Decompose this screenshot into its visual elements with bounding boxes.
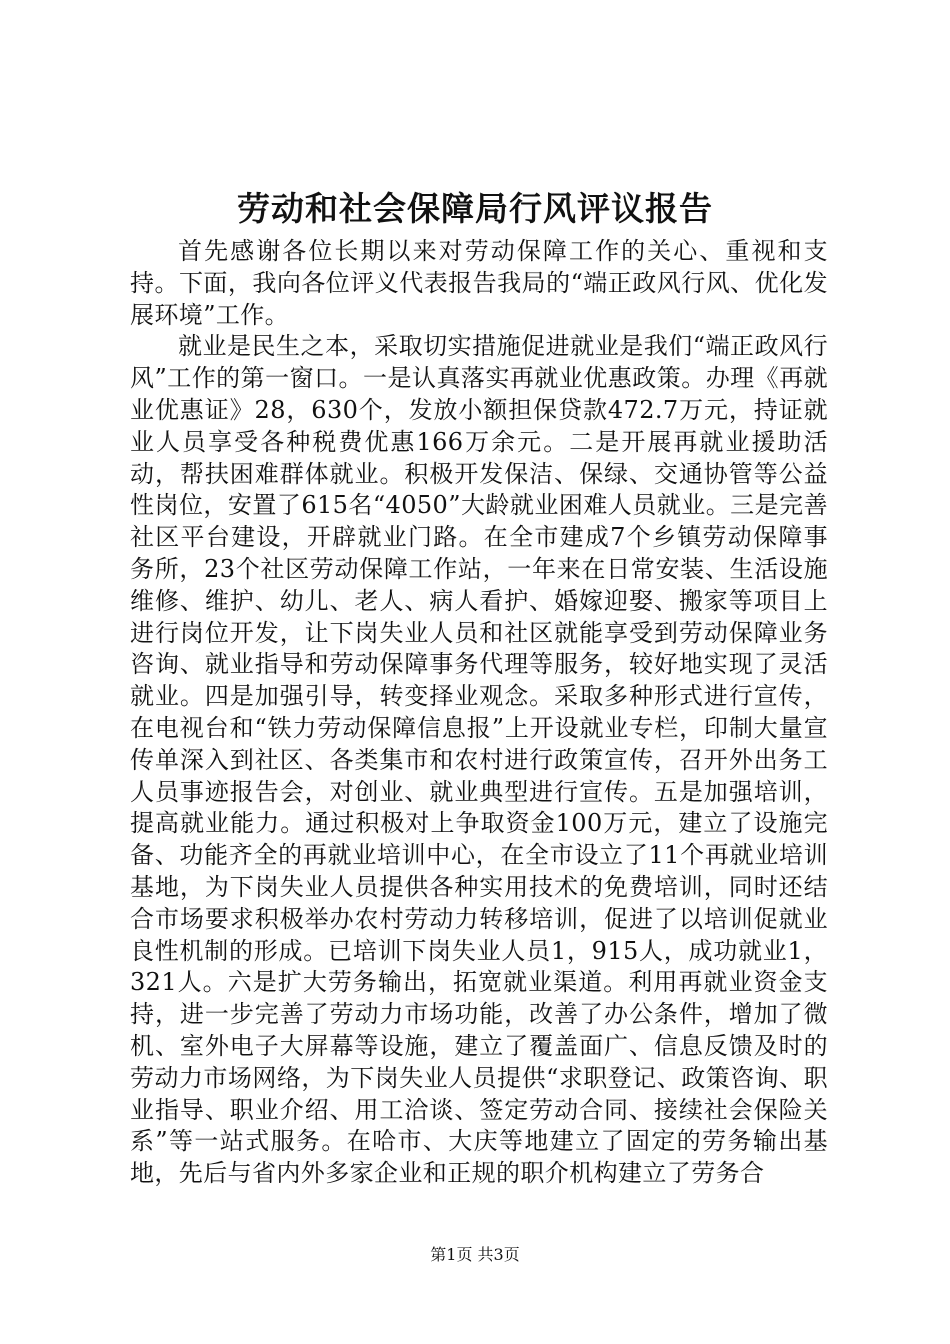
paragraph-intro: 首先感谢各位长期以来对劳动保障工作的关心、重视和支持。下面，我向各位评义代表报告我局的“端正政风行风、优化发展环境”工作。 bbox=[130, 237, 828, 329]
document-body bbox=[130, 236, 828, 1190]
paragraph-employment: 就业是民生之本，采取切实措施促进就业是我们“端正政风行风”工作的第一窗口。一是认真落实再就业优惠政策。办理《再就业优惠证》28，630个，发放小额担保贷款472.7万元，持证就业人员享受各种税费优惠166万余元。二是开展再就业援助活动，帮扶困难群体就业。积极开发保洁、保绿、交通协管等公益性岗位，安置了615名“4050”大龄就业困难人员就业。三是完善社区平台建设，开辟就业门路。在全市建成7个乡镇劳动保障事务所，23个社区劳动保障工作站，一年来在日常安装、生活设施维修、维护、幼儿、老人、病人看护、婚嫁迎娶、搬家等项目上进行岗位开发，让下岗失业人员和社区就能享受到劳动保障业务咨询、就业指导和劳动保障事务代理等服务，较好地实现了灵活就业。四是加强引导，转变择业观念。采取多种形式进行宣传，在电视台和“铁力劳动保障信息报”上开设就业专栏，印制大量宣传单深入到社区、各类集市和农村进行政策宣传，召开外出务工人员事迹报告会，对创业、就业典型进行宣传。五是加强培训，提高就业能力。通过积极对上争取资金100万元，建立了设施完备、功能齐全的再就业培训中心，在全市设立了11个再就业培训基地，为下岗失业人员提供各种实用技术的免费培训，同时还结合市场要求积极举办农村劳动力转移培训，促进了以培训促就业良性机制的形成。已培训下岗失业人员1，915人，成功就业1，321人。六是扩大劳务输出，拓宽就业渠道。利用再就业资金支持，进一步完善了劳动力市场功能，改善了办公条件，增加了微机、室外电子大屏幕等设施，建立了覆盖面广、信息反馈及时的劳动力市场网络，为下岗失业人员提供“求职登记、政策咨询、职业指导、职业介绍、用工洽谈、签定劳动合同、接续社会保险关系”等一站式服务。在哈市、大庆等地建立了固定的劳务输出基地，先后与省内外多家企业和正规的职介机构建立了劳务合 bbox=[130, 332, 828, 1188]
page-number-footer: 第1页 共3页 bbox=[430, 1245, 520, 1264]
document-title: 劳动和社会保障局行风评议报告 bbox=[237, 189, 713, 228]
